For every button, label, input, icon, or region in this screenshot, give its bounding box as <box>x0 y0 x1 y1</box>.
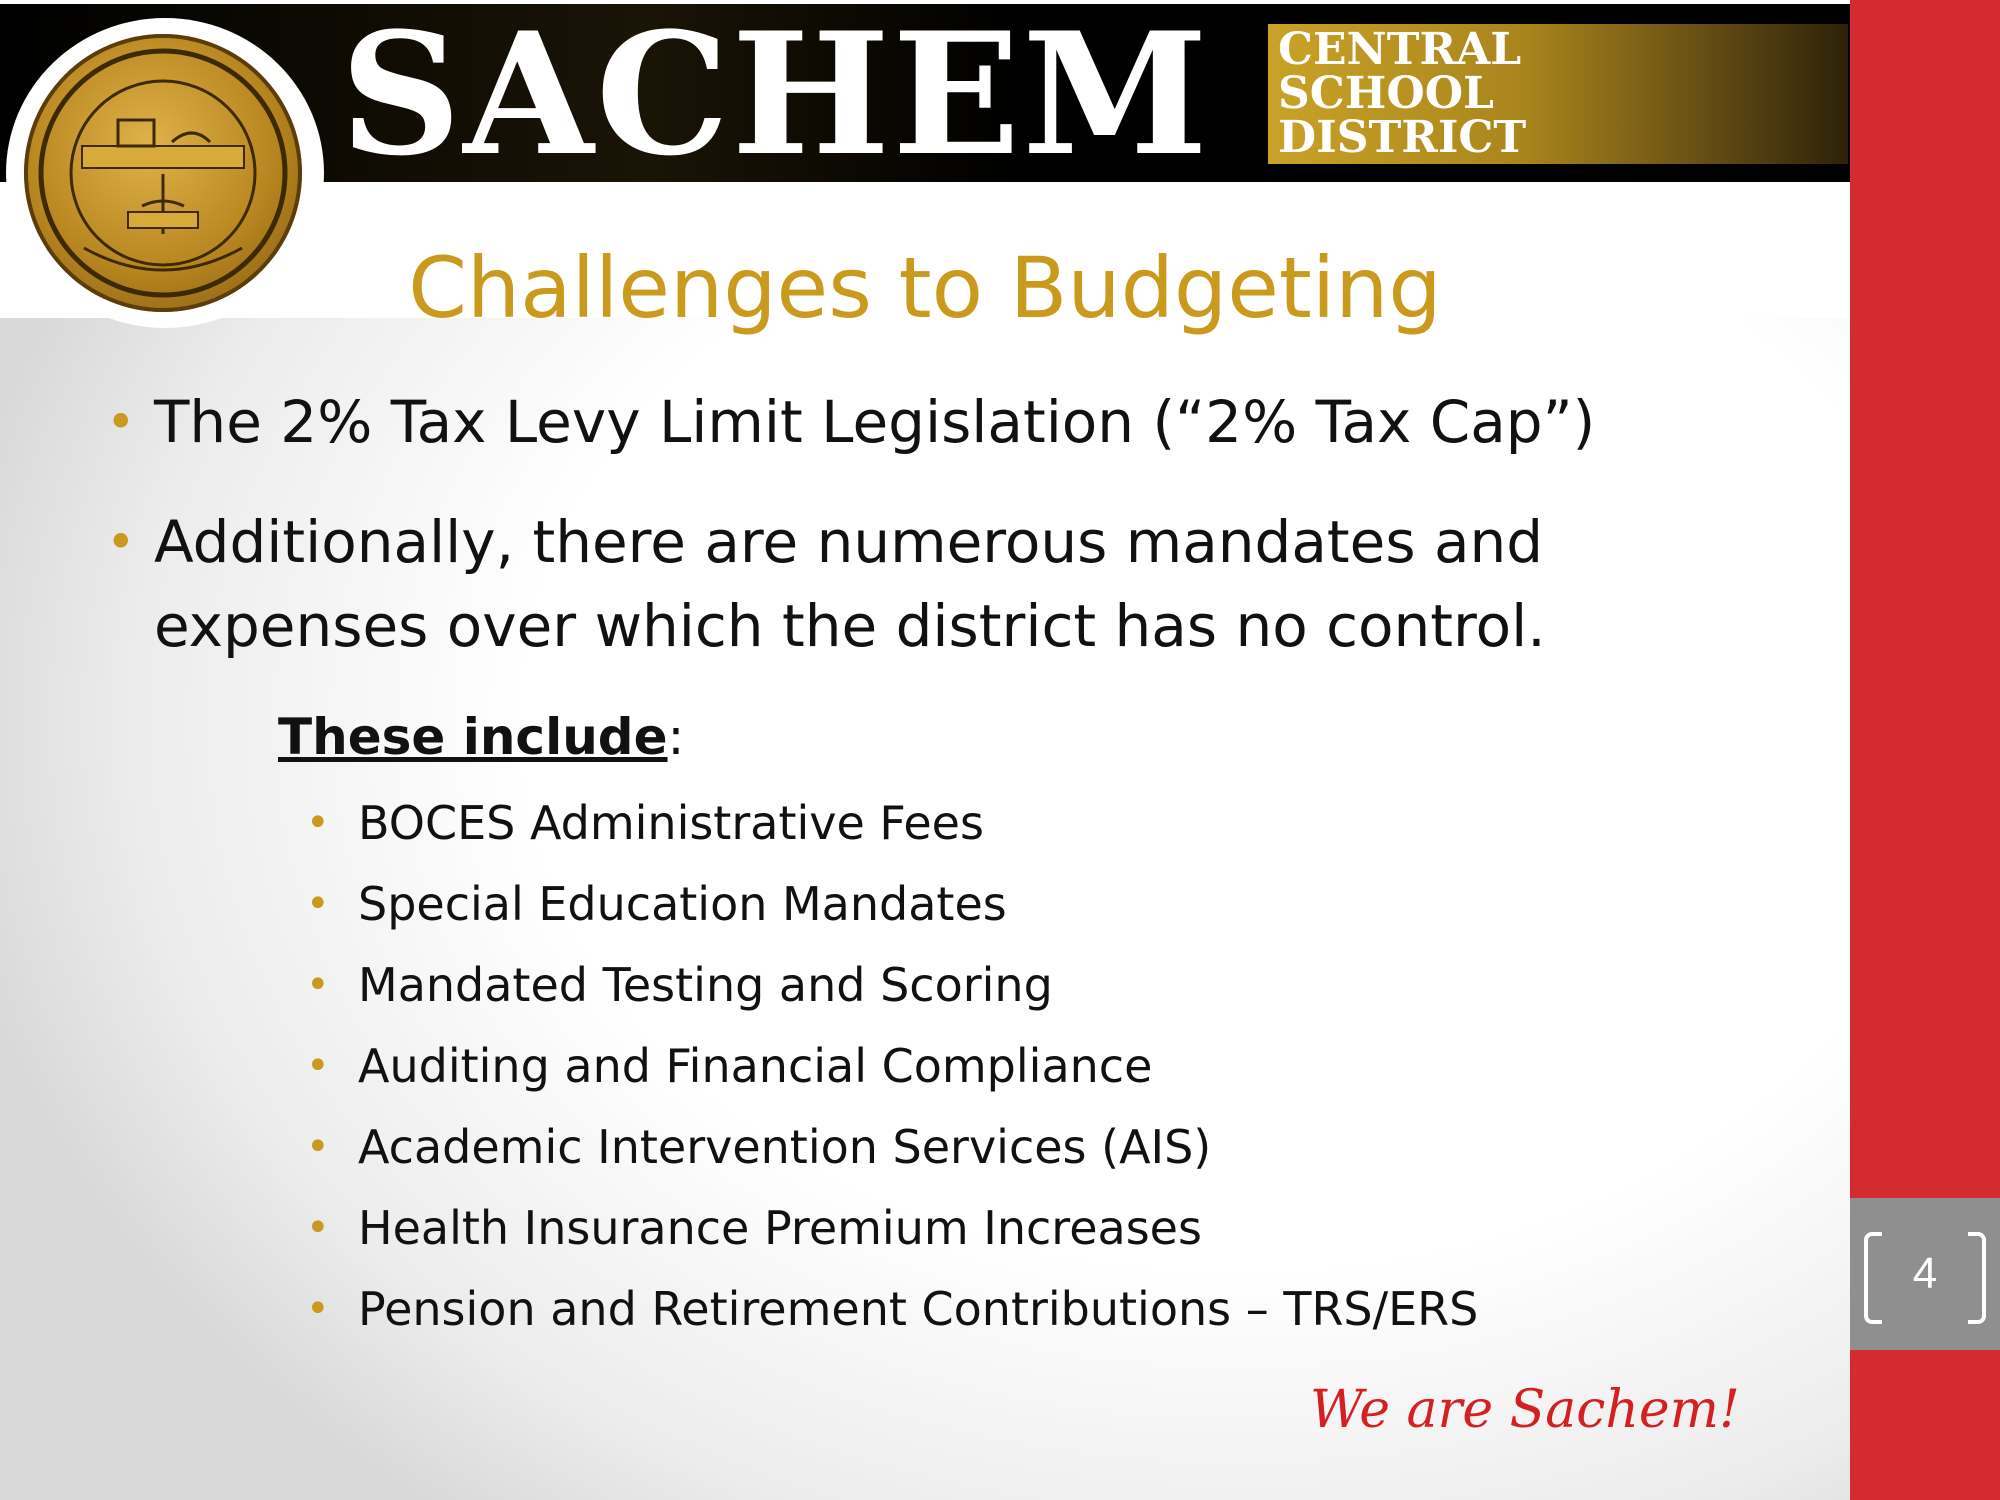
district-line-central: CENTRAL <box>1278 24 1522 75</box>
district-label-box <box>1268 24 1848 164</box>
sub-heading <box>278 702 684 772</box>
bullet-dot-icon: • <box>306 800 330 846</box>
page-number: 4 <box>1912 1249 1938 1298</box>
list-item-text: Health Insurance Premium Increases <box>358 1201 1202 1255</box>
tagline: We are Sachem! <box>1310 1380 1740 1440</box>
list-item-text: BOCES Administrative Fees <box>358 796 984 850</box>
bullet-text: Additionally, there are numerous mandates and expenses over which the district has no control. <box>154 508 1546 660</box>
bullet-dot-icon: • <box>306 881 330 927</box>
slide-title: Challenges to Budgeting <box>408 239 1442 337</box>
district-line-school: SCHOOL <box>1278 68 1494 119</box>
sub-heading-colon: : <box>667 708 685 766</box>
bullet-dot-icon: • <box>106 393 136 451</box>
district-label <box>1278 24 1527 163</box>
bullet-dot-icon: • <box>306 962 330 1008</box>
bullet-dot-icon: • <box>106 513 136 571</box>
bullet-dot-icon: • <box>306 1205 330 1251</box>
bullet-dot-icon: • <box>306 1043 330 1089</box>
bullet-dot-icon: • <box>306 1286 330 1332</box>
list-item-text: Pension and Retirement Contributions – TRS/ERS <box>358 1282 1479 1336</box>
page-number-box <box>1850 1198 2000 1350</box>
list-item-text: Special Education Mandates <box>358 877 1007 931</box>
list-item-text: Academic Intervention Services (AIS) <box>358 1120 1212 1174</box>
sub-heading-label: These include <box>278 708 668 766</box>
list-item-text: Auditing and Financial Compliance <box>358 1039 1153 1093</box>
bullet-dot-icon: • <box>306 1124 330 1170</box>
district-line-district: DISTRICT <box>1278 112 1527 163</box>
bullet-text: The 2% Tax Levy Limit Legislation (“2% Tax Cap”) <box>154 388 1596 456</box>
list-item-text: Mandated Testing and Scoring <box>358 958 1053 1012</box>
banner-wordmark: SACHEM <box>340 0 1211 193</box>
